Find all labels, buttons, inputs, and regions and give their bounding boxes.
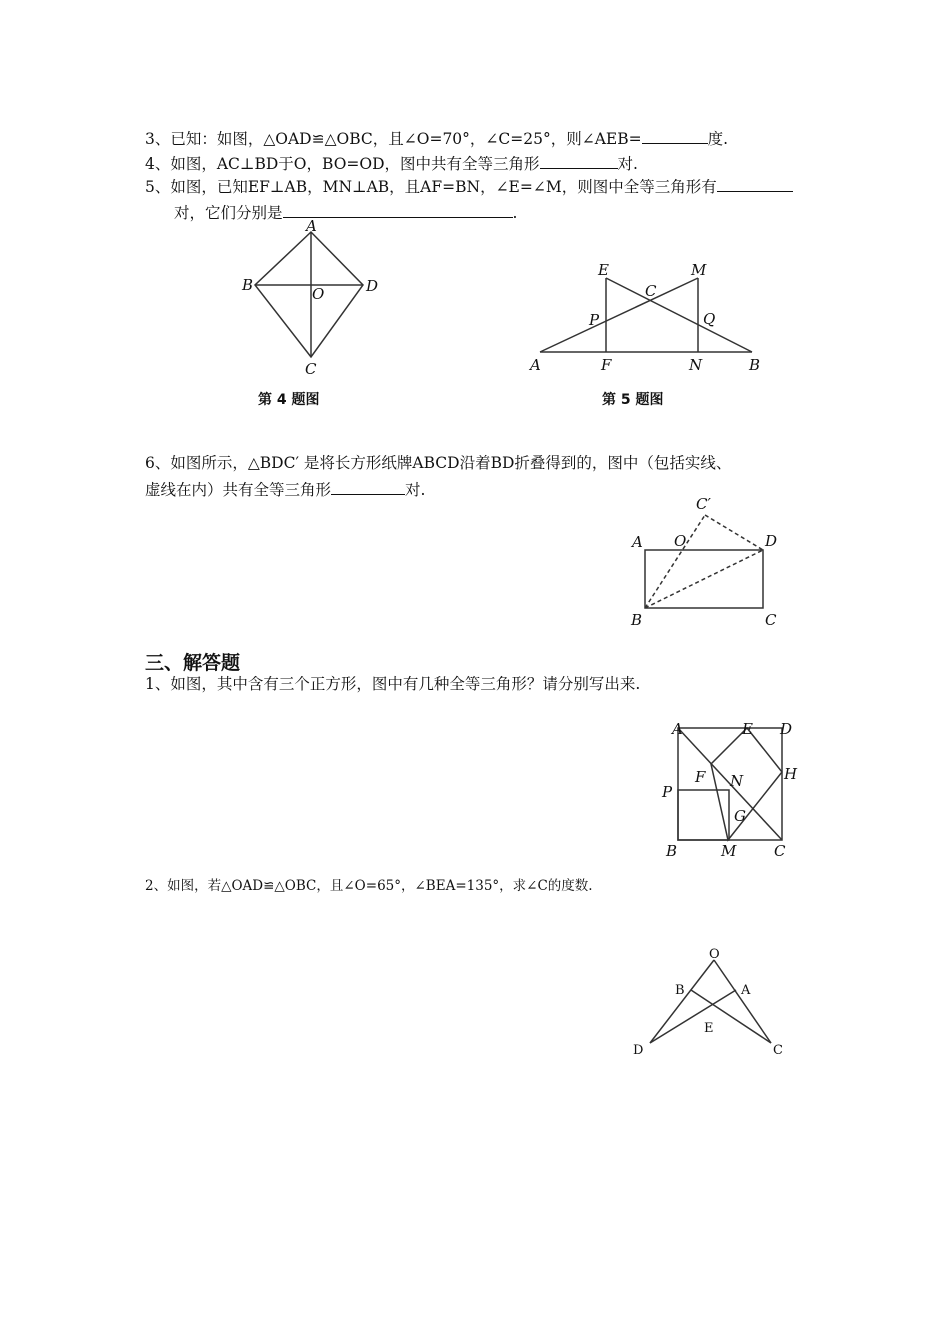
label-M: M bbox=[691, 261, 707, 279]
label-G: G bbox=[734, 807, 746, 825]
figure-5-diagram bbox=[528, 258, 768, 378]
label-A: A bbox=[306, 217, 317, 235]
question-6-suffix: 对. bbox=[405, 481, 426, 499]
figure-oad-obc-diagram bbox=[628, 946, 798, 1066]
question-3 bbox=[145, 128, 728, 149]
answer-blank[interactable] bbox=[331, 479, 405, 495]
answer-question-1 bbox=[145, 674, 640, 694]
label-F: F bbox=[601, 356, 612, 374]
question-6-line2-text: 虚线在内）共有全等三角形 bbox=[145, 481, 332, 499]
label-N: N bbox=[689, 356, 703, 374]
answer-blank[interactable] bbox=[540, 153, 618, 169]
question-5-suffix: . bbox=[512, 204, 518, 222]
answer-blank[interactable] bbox=[642, 128, 708, 144]
label-C: C bbox=[645, 282, 657, 300]
segment-da bbox=[650, 990, 736, 1043]
label-P: P bbox=[662, 783, 673, 801]
question-3-text: 3、已知：如图，△OAD≌△OBC，且∠O=70°，∠C=25°，则∠AEB= bbox=[145, 130, 642, 148]
question-4 bbox=[145, 153, 638, 174]
answer-question-2 bbox=[145, 876, 593, 896]
label-C: C bbox=[773, 1043, 783, 1058]
label-D: D bbox=[366, 277, 379, 295]
segment-bc bbox=[691, 990, 771, 1043]
question-6-line2 bbox=[145, 479, 425, 500]
question-6 bbox=[145, 453, 731, 473]
label-A: A bbox=[530, 356, 541, 374]
label-Q: Q bbox=[703, 310, 716, 328]
square-pbm bbox=[678, 790, 729, 840]
segment-c-prime-d bbox=[705, 515, 763, 550]
answer-question-2-text: 2、如图，若△OAD≌△OBC，且∠O=65°，∠BEA=135°，求∠C的度数. bbox=[145, 878, 593, 894]
square-ehmf bbox=[711, 728, 782, 840]
label-B: B bbox=[749, 356, 761, 374]
label-D: D bbox=[765, 532, 778, 550]
figure-4-caption: 第 4 题图 bbox=[258, 392, 320, 408]
kite-outline bbox=[255, 232, 363, 357]
question-4-text: 4、如图，AC⊥BD于O，BO=OD，图中共有全等三角形 bbox=[145, 155, 540, 173]
label-A: A bbox=[672, 720, 683, 738]
label-P: P bbox=[589, 311, 600, 329]
label-D: D bbox=[780, 720, 793, 738]
fold-line-bd bbox=[645, 550, 763, 608]
label-C: C bbox=[765, 611, 777, 629]
answer-blank[interactable] bbox=[717, 176, 793, 192]
label-N: N bbox=[730, 772, 744, 790]
segment-am bbox=[540, 278, 698, 352]
answer-question-1-text: 1、如图，其中含有三个正方形，图中有几种全等三角形？请分别写出来. bbox=[145, 675, 641, 693]
label-B: B bbox=[631, 611, 643, 629]
segment-oc bbox=[714, 960, 771, 1043]
question-6-line1: 6、如图所示，△BDC′ 是将长方形纸牌ABCD沿着BD折叠得到的，图中（包括实线、 bbox=[145, 454, 732, 472]
question-5-text: 5、如图，已知EF⊥AB，MN⊥AB，且AF=BN，∠E=∠M，则图中全等三角形有 bbox=[145, 178, 717, 196]
label-E: E bbox=[742, 720, 753, 738]
question-5 bbox=[145, 176, 793, 197]
answer-blank[interactable] bbox=[283, 202, 513, 218]
segment-eb bbox=[606, 278, 752, 352]
label-H: H bbox=[784, 765, 798, 783]
label-B: B bbox=[675, 983, 685, 998]
label-D: D bbox=[633, 1043, 644, 1058]
label-A: A bbox=[632, 533, 643, 551]
label-B: B bbox=[666, 842, 678, 860]
label-A: A bbox=[741, 983, 751, 998]
label-O: O bbox=[312, 285, 325, 303]
figure-4-diagram bbox=[238, 217, 398, 382]
segment-bc-prime bbox=[645, 515, 705, 608]
label-M: M bbox=[721, 842, 737, 860]
question-4-suffix: 对. bbox=[617, 155, 638, 173]
label-O: O bbox=[709, 947, 720, 962]
question-5-line2-text: 对，它们分别是 bbox=[174, 204, 283, 222]
question-3-suffix: 度. bbox=[707, 130, 729, 148]
label-E: E bbox=[598, 261, 609, 279]
label-O: O bbox=[674, 532, 687, 550]
label-C-prime: C′ bbox=[696, 495, 711, 513]
figure-squares-diagram bbox=[660, 718, 810, 868]
figure-5-caption: 第 5 题图 bbox=[602, 392, 664, 408]
label-F: F bbox=[695, 768, 706, 786]
figure-6-diagram bbox=[628, 492, 798, 632]
question-5-line2 bbox=[174, 202, 517, 223]
label-C: C bbox=[774, 842, 786, 860]
label-E: E bbox=[704, 1021, 714, 1036]
label-B: B bbox=[242, 276, 254, 294]
section-heading: 三、解答题 bbox=[145, 652, 241, 674]
label-C: C bbox=[305, 360, 317, 378]
